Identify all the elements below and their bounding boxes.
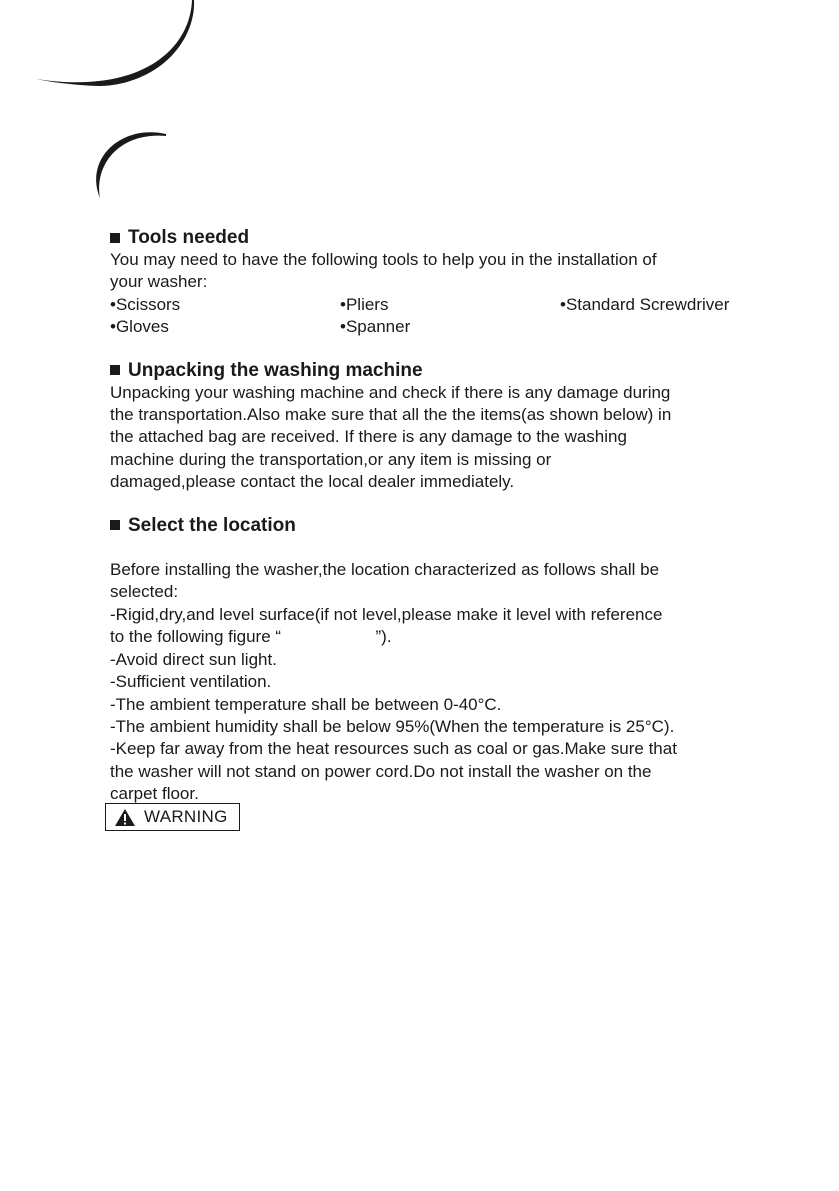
tools-heading-text: Tools needed: [128, 227, 250, 248]
location-line: -The ambient humidity shall be below 95%(When the temperature is 25°C).: [110, 716, 675, 736]
location-line: the washer will not stand on power cord.Do not install the washer on the: [110, 761, 652, 781]
unpacking-heading-text: Unpacking the washing machine: [128, 359, 423, 381]
square-bullet-icon: [110, 233, 120, 243]
decorative-curves: [0, 0, 839, 260]
warning-text: WARNING: [144, 807, 228, 826]
tools-section: [110, 226, 760, 339]
tools-intro-line-2: your washer:: [110, 272, 208, 292]
unpacking-paragraph: [110, 382, 760, 494]
unpacking-line: machine during the transportation,or any item is missing or: [110, 449, 552, 469]
tools-intro: [110, 249, 760, 294]
location-heading: [110, 514, 760, 537]
tools-list: [110, 294, 760, 339]
tool-item: •Pliers: [340, 294, 389, 314]
warning-triangle-icon: [114, 808, 136, 827]
location-line: -Sufficient ventilation.: [110, 672, 272, 692]
location-line: -Rigid,dry,and level surface(if not level,please make it level with reference: [110, 604, 663, 624]
tool-item: •Scissors: [110, 294, 181, 314]
location-line: -Keep far away from the heat resources such as coal or gas.Make sure that: [110, 739, 677, 759]
square-bullet-icon: [110, 365, 120, 375]
location-line: carpet floor.: [110, 784, 199, 804]
square-bullet-icon: [110, 520, 120, 530]
location-line: -Avoid direct sun light.: [110, 649, 277, 669]
top-arc-decoration: [36, 0, 194, 86]
unpacking-line: damaged,please contact the local dealer immediately.: [110, 472, 515, 492]
unpacking-section: [110, 359, 760, 494]
unpacking-line: the attached bag are received. If there is any damage to the washing: [110, 427, 627, 447]
tools-intro-line-1: You may need to have the following tools to help you in the installation of: [110, 250, 657, 269]
location-line: Before installing the washer,the location characterized as follows shall be: [110, 560, 660, 580]
location-heading-text: Select the location: [128, 514, 296, 536]
tool-item: •Gloves: [110, 317, 169, 337]
location-paragraph: [110, 537, 760, 806]
warning-label: [105, 803, 240, 831]
unpacking-line: the transportation.Also make sure that all the the items(as shown below) in: [110, 405, 672, 425]
unpacking-line: Unpacking your washing machine and check if there is any damage during: [110, 382, 671, 402]
tools-heading: [110, 226, 760, 249]
location-line: to the following figure “ ”).: [110, 627, 392, 647]
header-arc-decoration: [96, 132, 166, 198]
location-line: -The ambient temperature shall be between 0-40°C.: [110, 694, 502, 714]
main-content: [110, 226, 760, 806]
unpacking-heading: [110, 359, 760, 382]
tool-item: •Spanner: [340, 317, 411, 337]
location-line: selected:: [110, 582, 179, 602]
location-section: [110, 514, 760, 806]
tool-item: •Standard Screwdriver: [560, 294, 730, 314]
